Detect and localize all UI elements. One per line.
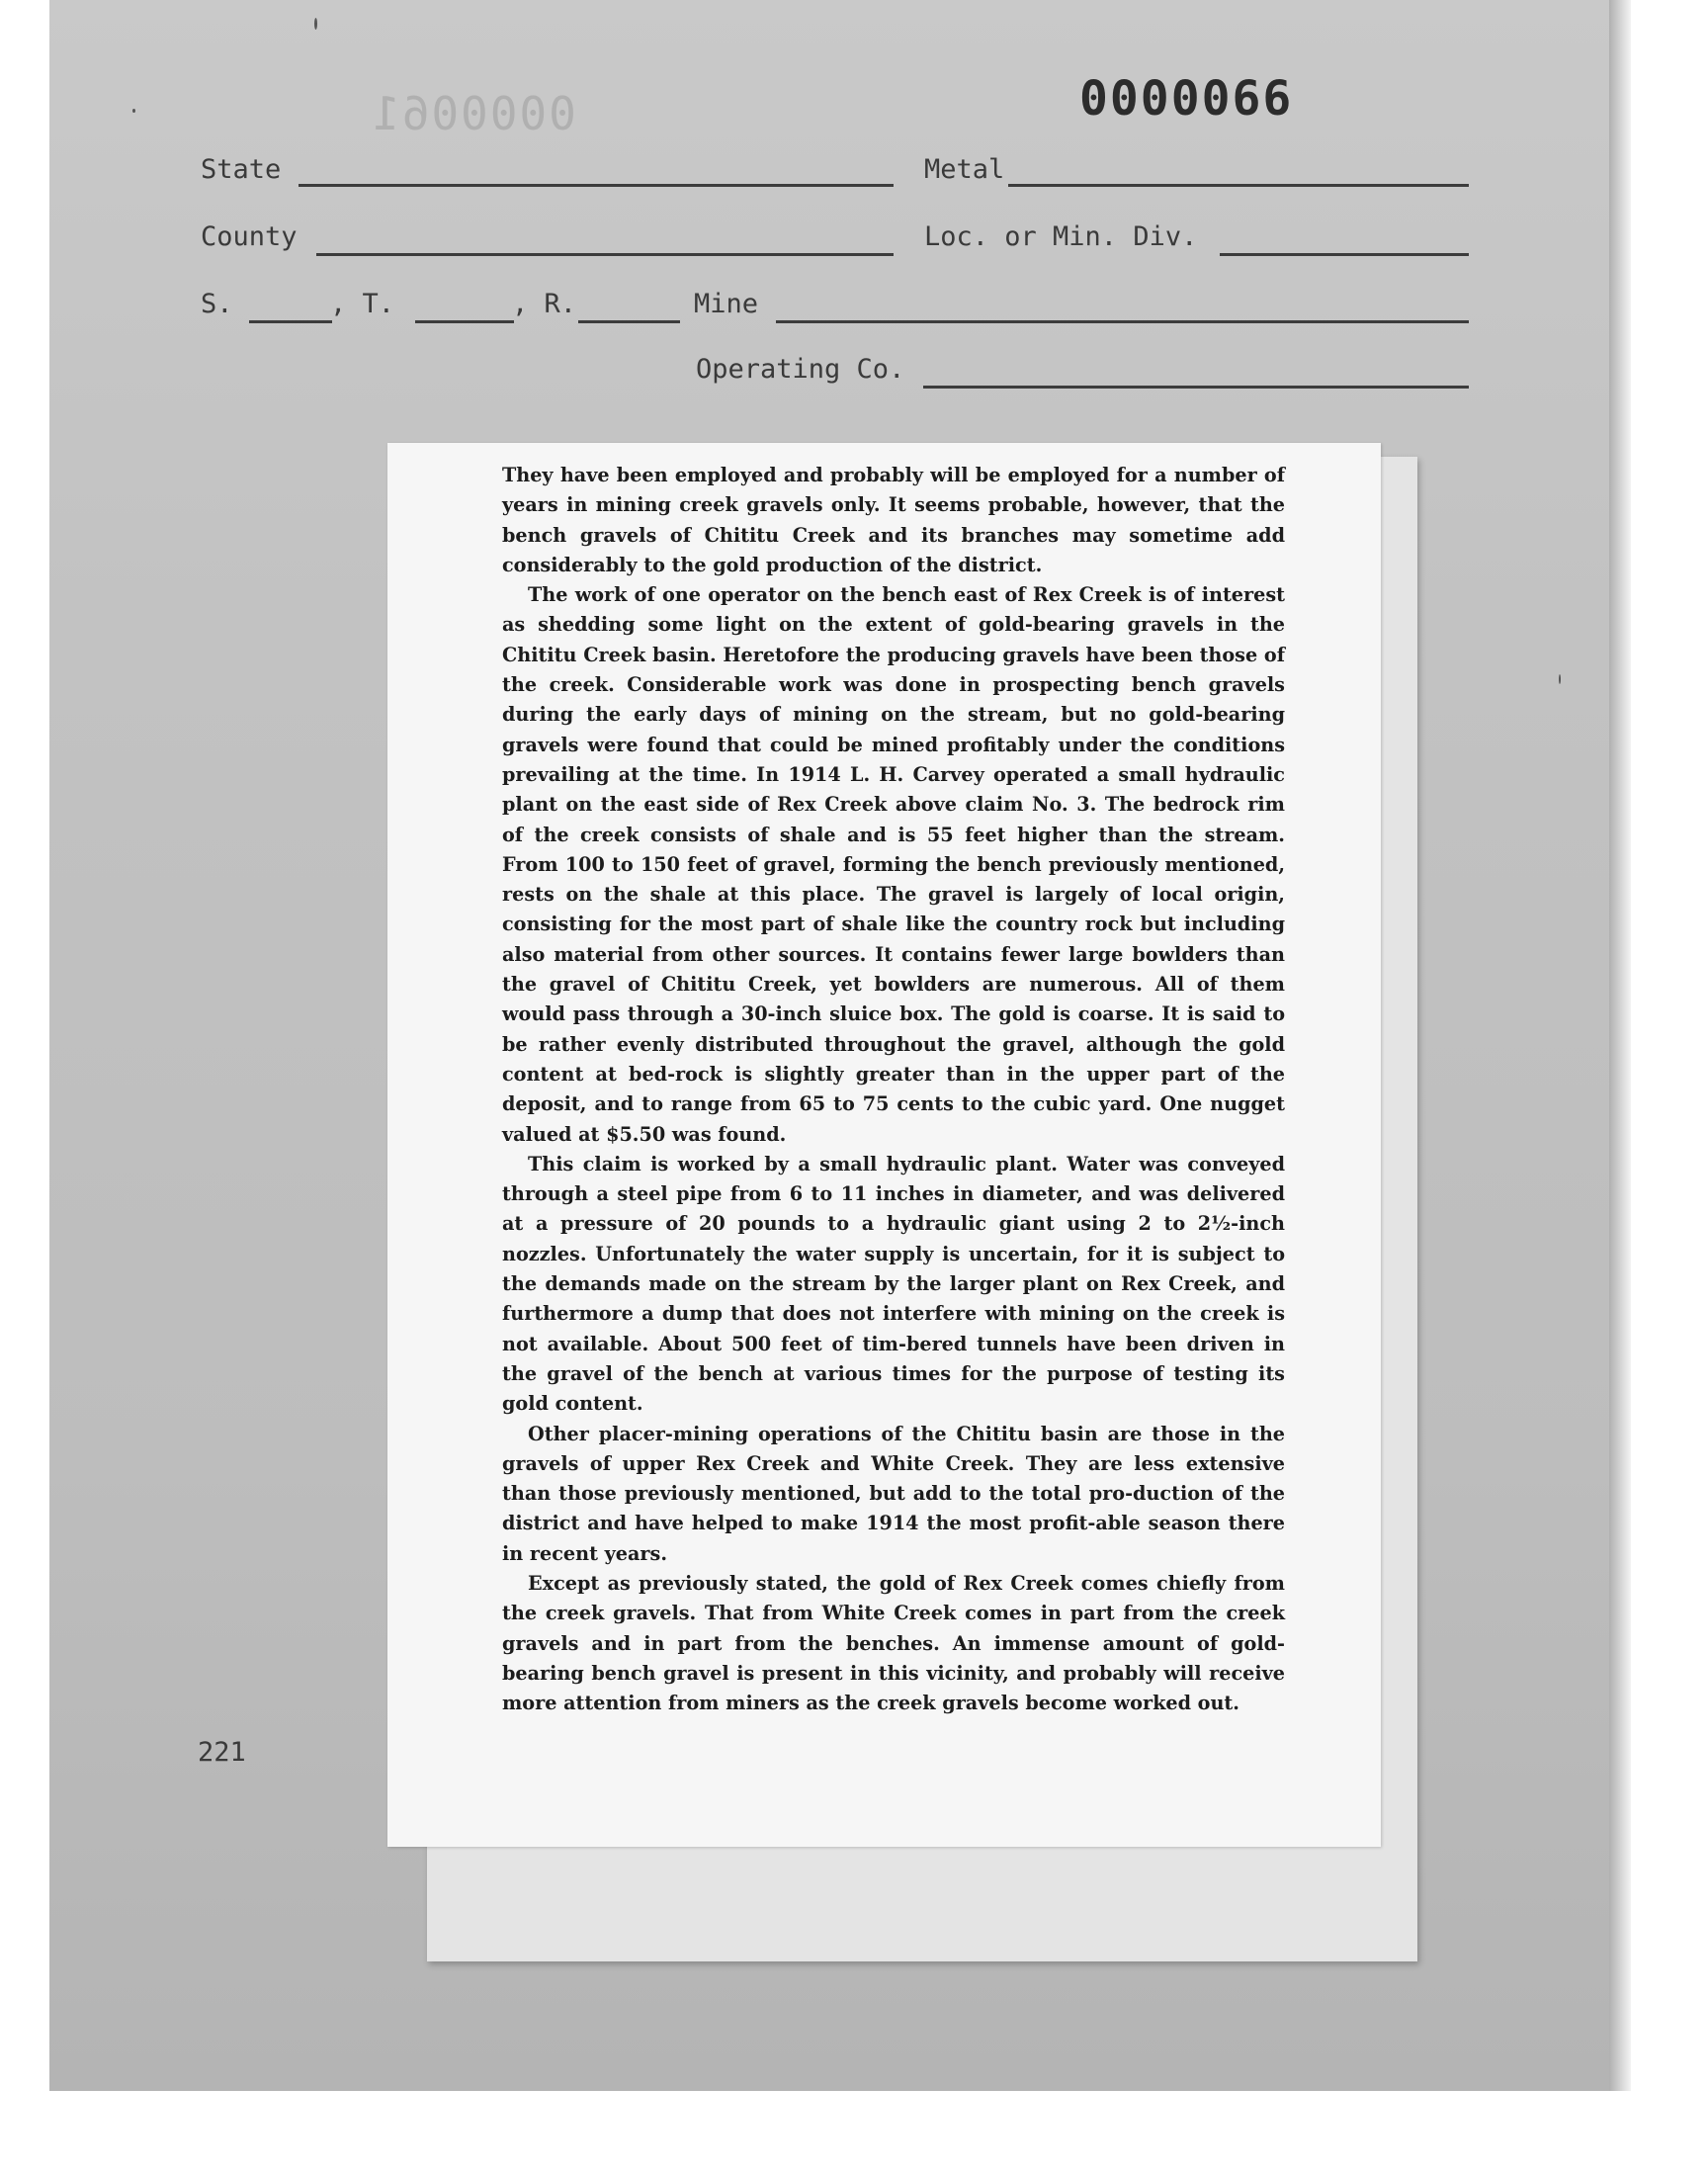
county-field[interactable]	[316, 253, 894, 256]
metal-field[interactable]	[1008, 184, 1469, 187]
article-paragraph-5: Except as previously stated, the gold of Rex Creek comes chiefly from the creek gravels. That from White Creek comes in part from the creek gravels and in part from the benches. An immense amount of gold-bearing bench gravel is present in this vicinity, and probably will receive more attention from miners as the creek gravels become worked out.	[502, 1571, 1285, 1715]
loc-label: Loc. or Min. Div.	[924, 221, 1198, 252]
mine-label: Mine	[694, 289, 759, 319]
ghost-archive-number: 0000061	[371, 87, 576, 140]
loc-field[interactable]	[1220, 253, 1469, 256]
article-text	[502, 461, 1285, 1718]
operating-co-field[interactable]	[923, 386, 1469, 389]
mine-field[interactable]	[776, 320, 1469, 323]
operating-co-label: Operating Co.	[696, 354, 905, 385]
section-label: S.	[201, 289, 233, 319]
range-field[interactable]	[578, 320, 680, 323]
county-label: County	[201, 221, 298, 252]
section-field[interactable]	[249, 320, 332, 323]
article-paragraph-2: The work of one operator on the bench east of Rex Creek is of interest as shedding some light on the extent of gold-bearing gravels in the Chititu Creek basin. Heretofore the producing gravels have been those of the creek. Considerable work was done in prospecting bench gravels during the early days of mining on the stream, but no gold-bearing gravels were found that could be mined profitably under the conditions prevailing at the time. In 1914 L. H. Carvey operated a small hydraulic plant on the east side of Rex Creek above claim No. 3. The bedrock rim of the creek consists of shale and is 55 feet higher than the stream. From 100 to 150 feet of gravel, forming the bench previously mentioned, rests on the shale at this place. The gravel is largely of local origin, consisting for the most part of shale like the country rock but including also material from other sources. It contains fewer large bowlders than the gravel of Chititu Creek, yet bowlders are numerous. All of them would pass through a 30-inch sluice box. The gold is coarse. It is said to be rather evenly distributed throughout the gravel, although the gold content at bed-rock is slightly greater than in the upper part of the deposit, and to range from 65 to 75 cents to the cubic yard. One nugget valued at $5.50 was found.	[502, 583, 1285, 1146]
page-number: 221	[198, 1737, 246, 1768]
state-field[interactable]	[299, 184, 894, 187]
article-paragraph-3: This claim is worked by a small hydraulic plant. Water was conveyed through a steel pipe from 6 to 11 inches in diameter, and was delivered at a pressure of 20 pounds to a hydraulic giant using 2 to 2½-inch nozzles. Unfortunately the water supply is uncertain, for it is subject to the demands made on the stream by the larger plant on Rex Creek, and furthermore a dump that does not interfere with mining on the creek is not available. About 500 feet of tim-bered tunnels have been driven in the gravel of the bench at various times for the purpose of testing its gold content.	[502, 1152, 1285, 1416]
township-label: , T.	[330, 289, 395, 319]
archive-number: 0000066	[1079, 71, 1294, 127]
scan-speck	[132, 109, 135, 113]
state-label: State	[201, 154, 282, 185]
article-paragraph-4: Other placer-mining operations of the Chititu basin are those in the gravels of upper Rex Creek and White Creek. They are less extensive than those previously mentioned, but add to the total pro-duction of the district and have helped to make 1914 the most profit-able season there in recent years.	[502, 1422, 1285, 1565]
scan-speck	[1559, 674, 1561, 684]
range-label: , R.	[512, 289, 577, 319]
scan-speck	[314, 18, 317, 30]
metal-label: Metal	[924, 154, 1005, 185]
card-edge	[1609, 0, 1631, 2091]
township-field[interactable]	[415, 320, 514, 323]
article-paragraph-1: They have been employed and probably will be employed for a number of years in mining creek gravels only. It seems probable, however, that the bench gravels of Chititu Creek and its branches may sometime add considerably to the gold production of the district.	[502, 464, 1285, 576]
